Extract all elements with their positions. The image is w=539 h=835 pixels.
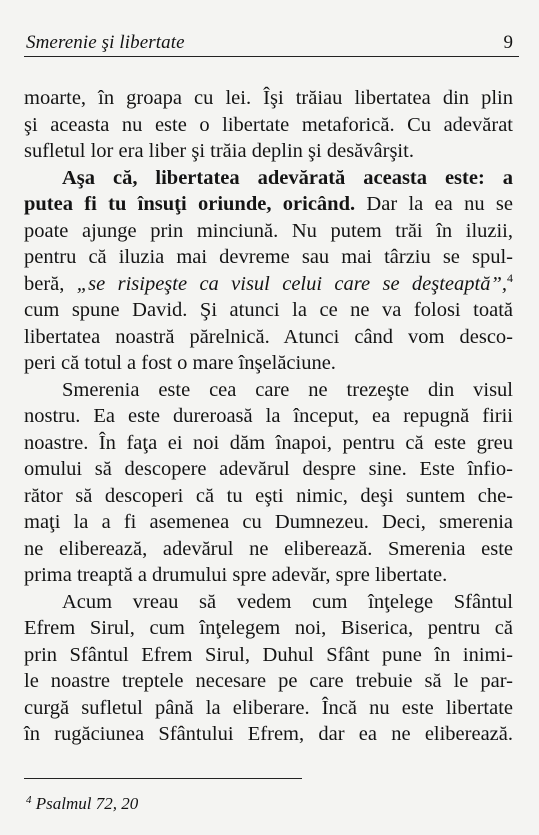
footnote-reference: 4	[507, 270, 513, 285]
footnote	[26, 794, 138, 814]
text-line: libertatea noastră părelnică. Atunci când vom desco-	[24, 325, 513, 348]
text-line: pentru că iluzia mai devreme sau mai târziu se spul-	[24, 246, 513, 268]
text-line: Efrem Sirul, cum înţelegem noi, Biserica, pentru că	[24, 617, 513, 639]
text-line: peri că totul a fost o mare înşelăciune.	[24, 352, 336, 374]
text-line: curgă sufletul până la eliberare. Încă nu este libertate	[24, 696, 513, 719]
text-line: maţi la a fi asemenea cu Dumnezeu. Deci, smerenia	[24, 511, 513, 533]
footnote-mark: 4	[26, 794, 32, 806]
text-line: sufletul lor era liber şi trăia deplin şi desăvârşit.	[24, 140, 414, 162]
text-line: nostru. Ea este dureroasă la început, ea repugnă firii	[24, 405, 513, 427]
text-line: şi aceasta nu este o libertate metaforică. Cu adevărat	[24, 113, 513, 136]
text-line-bold: Aşa că, libertatea adevărată aceasta este: a	[62, 166, 513, 189]
running-title: Smerenie şi libertate	[26, 32, 185, 53]
text-line: omului să descopere adevărul despre sine. Este înfio-	[24, 458, 513, 480]
page-number: 9	[503, 32, 513, 53]
footnote-divider	[24, 778, 302, 779]
text-line: poate ajunge prin minciună. Nu putem trăi în iluzii,	[24, 219, 513, 242]
body-text	[24, 85, 513, 748]
text-line: rător să descoperi că tu eşti nimic, deşi suntem che-	[24, 484, 513, 507]
text-line: ne eliberează, adevărul ne eliberează. Smerenia este	[24, 537, 513, 560]
text-line	[24, 191, 513, 218]
text-run: beră,	[24, 272, 77, 295]
text-line: cum spune David. Şi atunci la ce ne va folosi toată	[24, 299, 513, 321]
text-line	[24, 271, 513, 298]
bold-phrase: putea fi tu însuţi oriunde, oricând.	[24, 193, 356, 215]
text-line: Smerenia este cea care ne trezeşte din visul	[62, 378, 513, 401]
text-line: Acum vreau să vedem cum înţelege Sfântul	[62, 590, 513, 613]
scripture-quote: „se risipeşte ca visul celui care se deşteaptă”,	[76, 272, 507, 295]
text-run: Dar la ea nu se	[355, 193, 513, 215]
text-line: moarte, în groapa cu lei. Îşi trăiau libertatea din plin	[24, 87, 513, 109]
text-line: prima treaptă a drumului spre adevăr, spre libertate.	[24, 564, 448, 586]
running-header	[24, 28, 519, 57]
text-line: prin Sfântul Efrem Sirul, Duhul Sfânt pune în inimi-	[24, 643, 513, 666]
text-line: le noastre treptele necesare pe care trebuie să le par-	[24, 670, 513, 692]
text-line: noastre. În faţa ei noi dăm înapoi, pentru că este greu	[24, 431, 513, 454]
text-line: în rugăciunea Sfântului Efrem, dar ea ne eliberează.	[24, 723, 513, 745]
footnote-text: Psalmul 72, 20	[31, 794, 139, 813]
